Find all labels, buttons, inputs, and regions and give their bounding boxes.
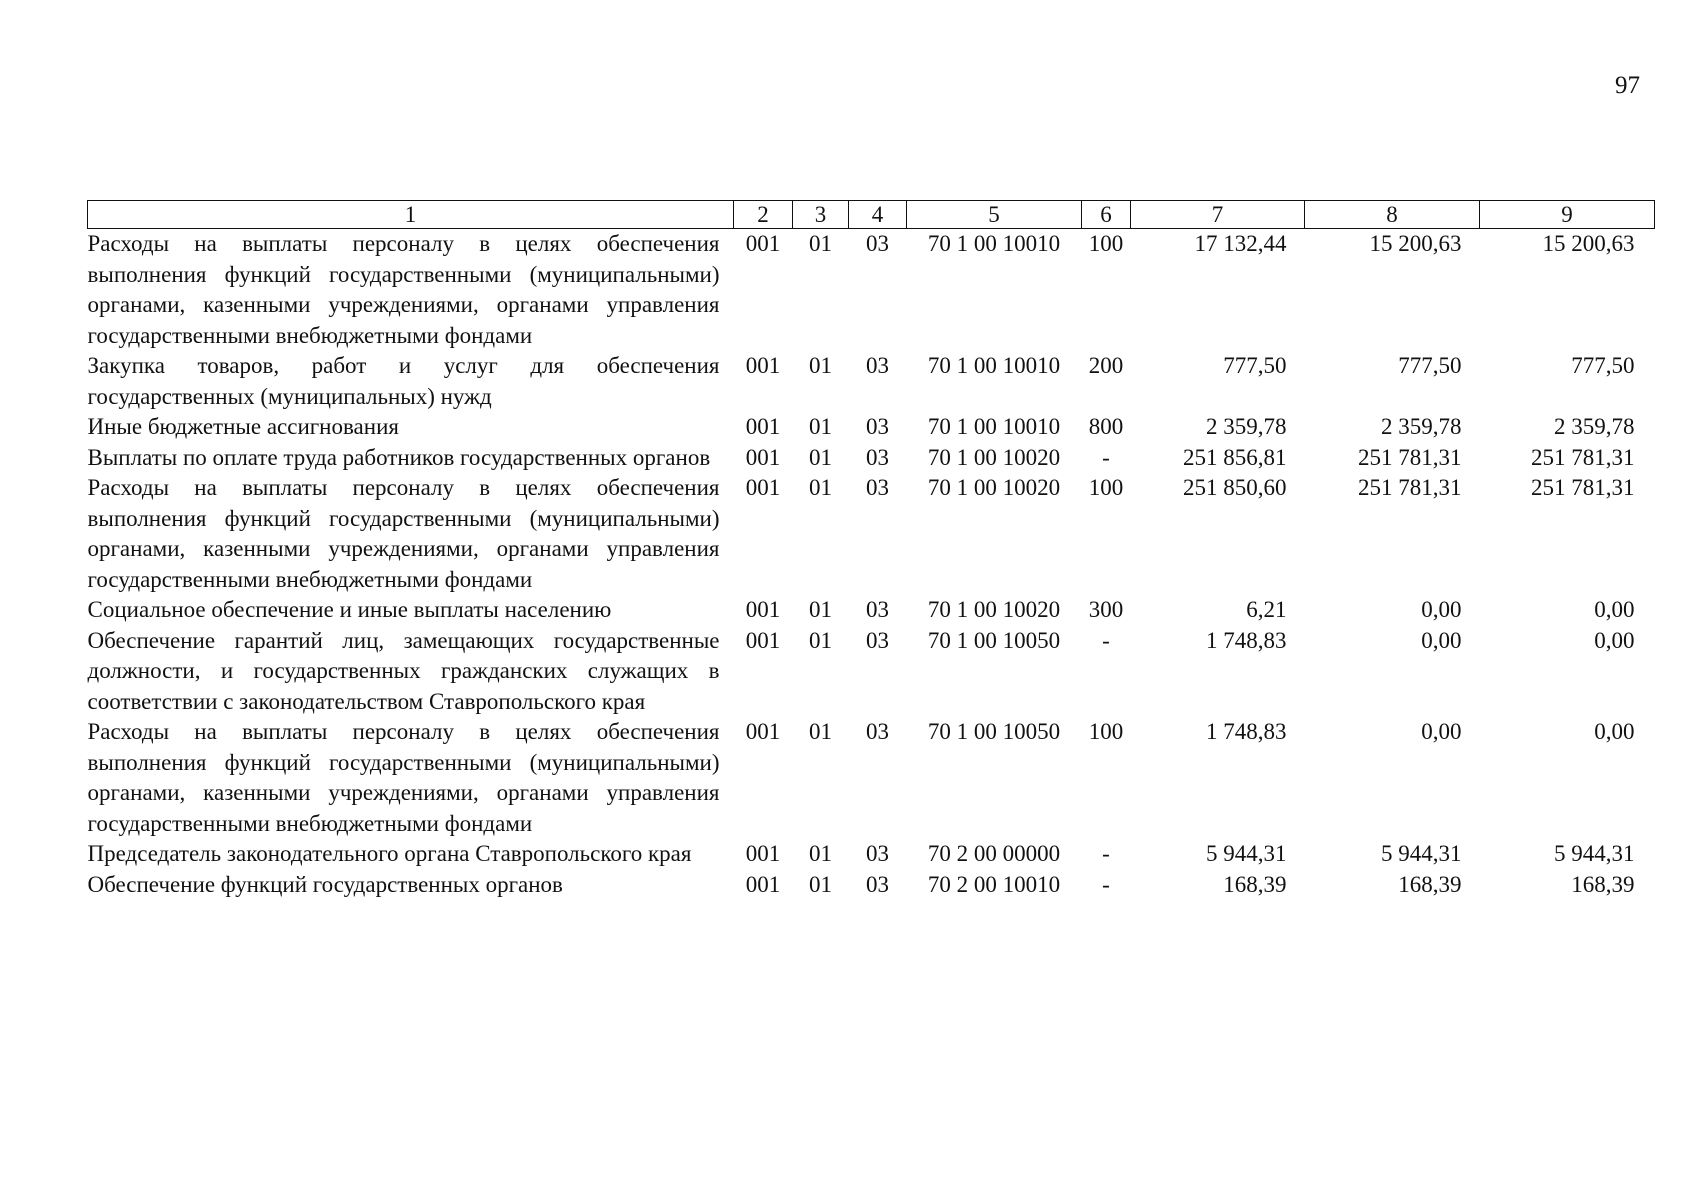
header-cell-5: 5: [907, 201, 1082, 229]
table-row: [88, 229, 1655, 352]
row-description: Обеспечение гарантий лиц, замещающих государственные должности, и государственных гражданских служащих в соответствии с законодательством Ставропольского края: [87, 627, 720, 714]
amount-col-8: 0,00: [1421, 597, 1462, 622]
ministry-code: 001: [745, 871, 781, 897]
table-row: [88, 717, 1655, 839]
amount-col-8: 2 359,78: [1381, 414, 1462, 439]
section-code: 01: [809, 597, 832, 622]
target-article-code: 70 2 00 10010: [927, 871, 1061, 897]
header-cell-7: 7: [1131, 201, 1305, 229]
table-row: [88, 870, 1655, 901]
section-code: 01: [809, 871, 832, 897]
header-cell-3: 3: [793, 201, 849, 229]
expense-type-code: 100: [1088, 475, 1124, 500]
amount-col-7: 17 132,44: [1194, 231, 1287, 256]
table-row: [88, 443, 1655, 474]
section-code: 01: [809, 627, 832, 653]
amount-col-9: 15 200,63: [1542, 231, 1635, 256]
amount-col-8: 5 944,31: [1381, 841, 1462, 866]
expense-type-code: 100: [1088, 719, 1124, 744]
target-article-code: 70 1 00 10010: [927, 353, 1061, 378]
subsection-code: 03: [866, 597, 889, 622]
row-description: Председатель законодательного органа Ставропольского края: [87, 841, 692, 866]
subsection-code: 03: [866, 719, 889, 744]
header-cell-9: 9: [1480, 201, 1655, 229]
table-row: [88, 351, 1655, 412]
target-article-code: 70 1 00 10020: [927, 597, 1061, 622]
header-cell-4: 4: [849, 201, 907, 229]
section-code: 01: [809, 719, 832, 744]
header-cell-8: 8: [1305, 201, 1480, 229]
section-code: 01: [809, 444, 832, 470]
table-row: [88, 412, 1655, 443]
target-article-code: 70 1 00 10050: [927, 627, 1061, 653]
row-description: Закупка товаров, работ и услуг для обеспечения государственных (муниципальных) нужд: [87, 353, 720, 409]
row-description: Обеспечение функций государственных органов: [87, 871, 563, 897]
amount-col-8: 251 781,31: [1358, 444, 1462, 470]
subsection-code: 03: [866, 444, 889, 470]
amount-col-9: 0,00: [1594, 719, 1635, 744]
expense-type-code: -: [1102, 627, 1110, 653]
target-article-code: 70 1 00 10010: [927, 231, 1061, 256]
amount-col-7: 5 944,31: [1206, 841, 1287, 866]
amount-col-7: 168,39: [1223, 871, 1287, 897]
table-row: [88, 595, 1655, 626]
amount-col-9: 5 944,31: [1554, 841, 1635, 866]
subsection-code: 03: [866, 627, 889, 653]
target-article-code: 70 1 00 10010: [927, 414, 1061, 439]
expense-type-code: 300: [1088, 597, 1124, 622]
amount-col-7: 1 748,83: [1206, 627, 1287, 653]
subsection-code: 03: [866, 475, 889, 500]
amount-col-9: 168,39: [1571, 871, 1635, 897]
amount-col-9: 777,50: [1571, 353, 1635, 378]
expense-type-code: -: [1102, 871, 1110, 897]
amount-col-8: 0,00: [1421, 719, 1462, 744]
ministry-code: 001: [745, 719, 781, 744]
subsection-code: 03: [866, 231, 889, 256]
header-cell-1: 1: [88, 201, 734, 229]
section-code: 01: [809, 475, 832, 500]
ministry-code: 001: [745, 475, 781, 500]
table-row: [88, 839, 1655, 870]
expense-type-code: 800: [1088, 414, 1124, 439]
amount-col-9: 2 359,78: [1554, 414, 1635, 439]
section-code: 01: [809, 414, 832, 439]
ministry-code: 001: [745, 231, 781, 256]
amount-col-7: 251 856,81: [1183, 444, 1287, 470]
amount-col-8: 777,50: [1398, 353, 1462, 378]
amount-col-7: 251 850,60: [1183, 475, 1287, 500]
amount-col-9: 0,00: [1594, 627, 1635, 653]
row-description: Расходы на выплаты персоналу в целях обеспечения выполнения функций государственными (муниципальными) органами, казенными учреждениями, органами управления государственными внебюджетными фондами: [87, 475, 720, 592]
ministry-code: 001: [745, 444, 781, 470]
section-code: 01: [809, 353, 832, 378]
row-description: Расходы на выплаты персоналу в целях обеспечения выполнения функций государственными (муниципальными) органами, казенными учреждениями, органами управления государственными внебюджетными фондами: [87, 231, 720, 348]
row-description: Расходы на выплаты персоналу в целях обеспечения выполнения функций государственными (муниципальными) органами, казенными учреждениями, органами управления государственными внебюджетными фондами: [87, 719, 720, 836]
ministry-code: 001: [745, 627, 781, 653]
subsection-code: 03: [866, 353, 889, 378]
amount-col-8: 251 781,31: [1358, 475, 1462, 500]
row-description: Социальное обеспечение и иные выплаты населению: [87, 597, 612, 622]
subsection-code: 03: [866, 871, 889, 897]
amount-col-9: 0,00: [1594, 597, 1635, 622]
target-article-code: 70 1 00 10020: [927, 475, 1061, 500]
expense-type-code: 100: [1088, 231, 1124, 256]
section-code: 01: [809, 841, 832, 866]
header-cell-6: 6: [1082, 201, 1131, 229]
subsection-code: 03: [866, 414, 889, 439]
amount-col-8: 168,39: [1398, 871, 1462, 897]
expense-type-code: 200: [1088, 353, 1124, 378]
ministry-code: 001: [745, 841, 781, 866]
amount-col-7: 1 748,83: [1206, 719, 1287, 744]
amount-col-9: 251 781,31: [1531, 444, 1635, 470]
row-description: Иные бюджетные ассигнования: [87, 414, 399, 439]
row-description: Выплаты по оплате труда работников государственных органов: [87, 444, 711, 470]
expense-type-code: -: [1102, 841, 1110, 866]
budget-table: [87, 200, 1655, 900]
amount-col-9: 251 781,31: [1531, 475, 1635, 500]
ministry-code: 001: [745, 353, 781, 378]
amount-col-8: 0,00: [1421, 627, 1462, 653]
target-article-code: 70 2 00 00000: [927, 841, 1061, 866]
ministry-code: 001: [745, 597, 781, 622]
expense-type-code: -: [1102, 444, 1110, 470]
amount-col-8: 15 200,63: [1369, 231, 1462, 256]
section-code: 01: [809, 231, 832, 256]
target-article-code: 70 1 00 10050: [927, 719, 1061, 744]
header-row: [88, 201, 1655, 229]
subsection-code: 03: [866, 841, 889, 866]
amount-col-7: 777,50: [1223, 353, 1287, 378]
table-header: [88, 201, 1655, 229]
target-article-code: 70 1 00 10020: [927, 444, 1061, 470]
page-number: 97: [1615, 72, 1640, 99]
table-body: [88, 229, 1655, 901]
ministry-code: 001: [745, 414, 781, 439]
header-cell-2: 2: [734, 201, 793, 229]
amount-col-7: 6,21: [1246, 597, 1287, 622]
amount-col-7: 2 359,78: [1206, 414, 1287, 439]
table-row: [88, 626, 1655, 718]
table-row: [88, 473, 1655, 595]
